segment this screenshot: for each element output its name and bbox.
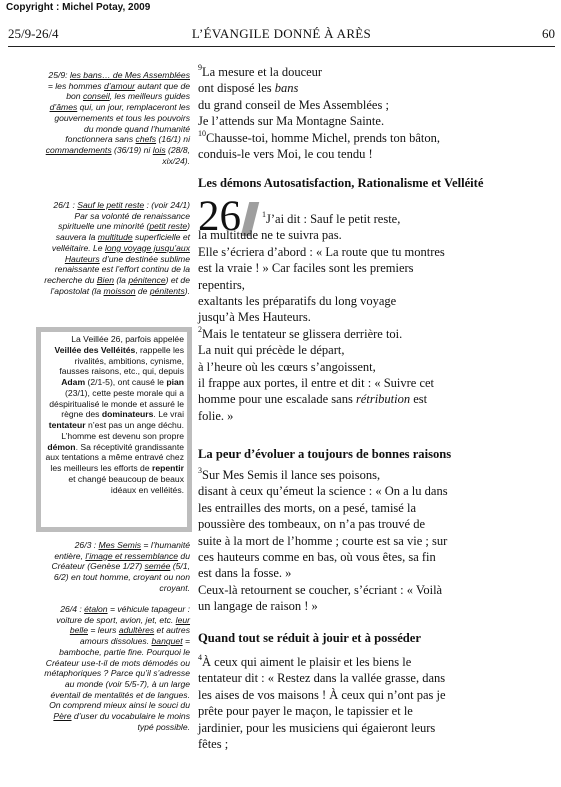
box-term: Adam [61, 377, 86, 387]
box-term: pian [166, 377, 184, 387]
verse-range: 25/9-26/4 [8, 26, 59, 41]
verse-line: $^9$La mesure et la douceur [198, 63, 323, 79]
margin-note-26-1 [44, 200, 190, 296]
note-term: long voyage jusqu’aux Hauteurs [64, 242, 190, 264]
note-text: = l’humanité entière, [54, 540, 190, 561]
verse-line: conduis-le vers Moi, le cou tendu ! [198, 147, 373, 162]
section-heading: Les démons Autosatisfaction, Rationalisme et Velléité [198, 176, 484, 190]
note-ref: 26/3 : [74, 540, 99, 550]
verse-line: poussière des tombeaux, on n’a pas trouvé de [198, 517, 426, 532]
verse-line: jardinier, pour les musiciens qui égaieront leurs [198, 720, 436, 735]
section-heading: La peur d’évoluer a toujours de bonnes raisons [198, 447, 452, 461]
note-text: = les hommes [47, 80, 104, 91]
note-text: = véhicule tapageur : voiture de sport, avion, jet, etc. [56, 604, 190, 625]
verse-line: suite à la mort de l’homme ; courte est sa vie ; sur [198, 533, 448, 548]
note-text: de [135, 285, 150, 296]
box-text: , rappelle les rivalités, ambitions, cynisme, fausses raisons, etc., qui, depuis [59, 344, 184, 377]
note-term: petit reste [149, 221, 188, 232]
box-text: (23/1), cette peste morale qui a déspiritualisé le monde et assuré le règne des [49, 387, 184, 420]
box-term: dominateurs [101, 409, 154, 420]
note-text: ). [184, 285, 190, 296]
note-text: superficielle et velléitaire. Le [51, 232, 190, 253]
verse-line: prête pour payer le maçon, le tapissier et le [198, 704, 413, 719]
verse-number: 9 [198, 63, 202, 72]
verse-line: Ceux-là retournent se coucher, s’écriant : « Voilà [198, 582, 443, 597]
note-term: chefs [135, 134, 157, 145]
section-heading: Quand tout se réduit à jouir et à posséder [198, 631, 421, 645]
verse-number: 1 [262, 210, 266, 219]
box-text: La Veillée 26, parfois appelée [71, 334, 184, 344]
copyright-notice: Copyright : Michel Potay, 2009 [6, 2, 151, 13]
verse-line: tentateur dit : « Restez dans la vallée grasse, dans [198, 671, 446, 686]
verse-line: du grand conseil de Mes Assemblées ; [198, 97, 389, 112]
note-term: semée [144, 561, 171, 572]
verse-line: fêtes ; [198, 737, 229, 752]
box-term: démon [47, 441, 76, 452]
margin-note-26-3 [44, 540, 190, 594]
verses-26-1-2 [198, 211, 554, 424]
note-text: = bamboche, partie fine. Pourquoi le Créateur use-t-il de mots démodés ou métaphoriques ? Parce qu’il s’adresse au monde (voir 5/5-7), à un large éventail de mentalités et de langues. On comprend mieux ainsi le souci du [44, 636, 190, 711]
note-text: (36/19) ni [111, 144, 153, 155]
box-text: . Le vrai [153, 409, 184, 420]
verse-line: jusqu’à Mes Hauteurs. [198, 310, 311, 325]
verse-line: la multitude ne te suivra pas. [198, 228, 342, 243]
note-term: multitude [97, 232, 133, 243]
verse-line: un langage de raison ! » [198, 599, 318, 614]
verse-line: est la vraie ! » Car faciles sont les premiers [198, 261, 414, 276]
verse-line: les entrailles des morts, on a pesé, tamisé la [198, 500, 416, 515]
verse-26-3 [198, 467, 554, 615]
note-ref: 26/1 : [53, 200, 78, 210]
verse-line: il frappe aux portes, il entre et dit : « Suivre cet [198, 376, 435, 391]
note-term: d’âmes [49, 102, 78, 113]
note-term: Père [53, 711, 72, 722]
box-term: repentir [152, 463, 184, 473]
note-text: ) et de l’apostolat (la [50, 274, 190, 296]
note-term: Bien [96, 274, 115, 285]
note-term: l’image et ressemblance [85, 550, 179, 561]
verse-line: ces hauteurs comme en bas, où vous êtes, sa fin [198, 550, 436, 565]
note-text: (5/1, 6/2) en tout homme, croyant ou non croyant. [53, 561, 190, 593]
verse-line: repentirs, [198, 277, 245, 292]
verse-26-4 [198, 654, 554, 752]
verse-number: 3 [198, 466, 202, 475]
header-rule [8, 46, 555, 47]
verse-number: 2 [198, 324, 202, 334]
verse-line: $^3$Sur Mes Semis il lance ses poisons, [198, 466, 381, 482]
verse-line: ont disposé les bans [198, 81, 299, 96]
note-text: (16/1) ni [156, 134, 190, 145]
verse-line: $^{10}$Chausse-toi, homme Michel, prends ton bâton, [198, 128, 440, 145]
box-text: (2/1-5), ont causé le [85, 377, 167, 387]
verse-line: les aises de vos maisons ! À ceux qui n’ont pas je [198, 687, 446, 702]
verse-line: disant à ceux qu’émeut la science : « On a lu dans [198, 484, 448, 499]
note-text: (la [114, 274, 129, 285]
verse-line: La nuit qui précède le départ, [198, 343, 345, 358]
page-number: 60 [542, 26, 555, 41]
running-header [8, 26, 555, 44]
note-text: d’user du vocabulaire le moins typé possible. [71, 711, 190, 732]
verse-number: 10 [198, 128, 206, 138]
note-term: leur belle [69, 614, 190, 636]
verse-line: est dans la fosse. » [198, 566, 292, 581]
margin-note-26-4 [44, 604, 190, 732]
verse-line: $^4$À ceux qui aiment le plaisir et les biens le [198, 653, 412, 669]
note-term: lois [152, 144, 166, 155]
box-text: n’est pas un ange déchu. L’homme est devenu son propre [61, 420, 184, 441]
verse-number: 4 [198, 653, 202, 662]
verse-line: Je l’attends sur Ma Montagne Sainte. [198, 114, 385, 129]
note-term: pénitence [128, 274, 166, 285]
note-term: pénitents [149, 285, 185, 296]
note-term: conseil [82, 91, 110, 102]
verse-line: $^2$Mais le tentateur se glissera derrière toi. [198, 324, 403, 341]
box-term: tentateur [48, 420, 86, 430]
verse-line: Elle s’écriera d’abord : « La route que tu montres [198, 244, 445, 259]
verse-line: exaltants les préparatifs du long voyage [198, 294, 397, 309]
verse-line: $^1$J’ai dit : Sauf le petit reste, [262, 210, 401, 226]
note-ref: 25/9: [48, 70, 70, 80]
verse-line: homme pour une escalade sans rétribution est [198, 392, 428, 407]
note-term: les bans… de Mes Assemblées [69, 70, 190, 80]
chapter-number: 26 [198, 193, 241, 240]
note-text: = leurs [88, 625, 119, 636]
note-term: banquet [151, 636, 183, 647]
note-text: du Créateur (Genèse 1/27) [51, 550, 190, 572]
note-text: : (voir 24/1) Par sa volonté de renaissance spirituelle une minorité ( [58, 200, 190, 232]
note-term: d’amour [103, 80, 136, 91]
note-term: Sauf le petit reste [77, 200, 145, 210]
box-term: Veillée des Velléités [54, 344, 136, 355]
verse-line: folie. » [198, 408, 234, 423]
verse-line: à l’heure où les cœurs s’angoissent, [198, 359, 376, 374]
note-term: commandements [45, 144, 112, 155]
note-term: moisson [103, 285, 136, 296]
note-text: (28/8, xix/24). [162, 144, 190, 166]
note-text: , les meilleurs guides [109, 91, 190, 102]
note-text: d’une destinée sublime renaissante est l’effort continu de la recherche du [44, 253, 190, 285]
book-title: L’ÉVANGILE DONNÉ À ARÈS [191, 26, 372, 41]
verses-25-9-10 [198, 64, 554, 162]
note-text: autant que de bon [66, 80, 190, 102]
note-text: ) sauvera la [55, 221, 190, 243]
note-term: Mes Semis [98, 540, 142, 550]
box-text: . Sa réceptivité grandissante aux tentations a même entravé chez les meilleurs les efforts de [45, 441, 184, 473]
note-term: adultères [118, 625, 155, 636]
note-ref: 26/4 : [60, 604, 85, 614]
veillee-summary-box [36, 327, 192, 532]
box-text: et changé beaucoup de beaux idéaux en velléités. [68, 473, 184, 495]
note-text: et autres amours dissolues. [79, 625, 190, 647]
margin-note-25-9 [44, 70, 190, 166]
note-term: étalon [84, 604, 108, 614]
note-text: qui, un jour, remplaceront les gouvernements et tous les pouvoirs du monde quand l’humanité fonctionnera sans [54, 102, 190, 145]
